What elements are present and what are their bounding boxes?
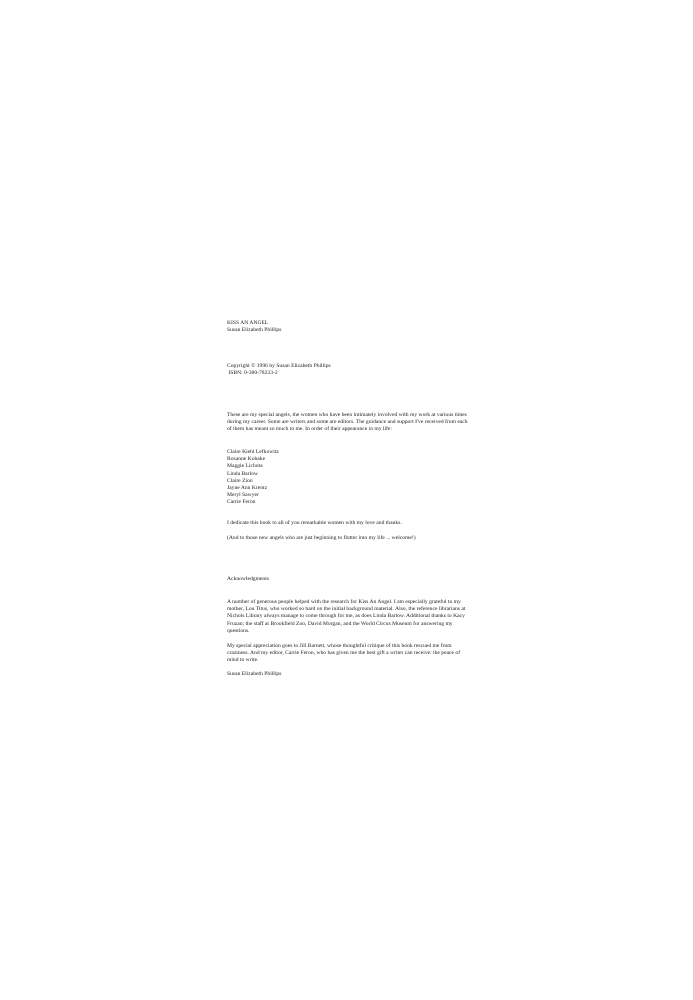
acknowledgments-text-2: My special appreciation goes to Jill Barnett, whose thoughtful critique of this book rescued me from craziness. And my editor, Carrie Feron, who has given me the best gift a writer can receive: the peace of mind to write. xyxy=(227,643,461,664)
signature-block xyxy=(227,671,477,678)
angel-name: Maggie Lichota xyxy=(227,463,263,470)
copyright-block xyxy=(227,363,477,377)
dedication-line-1 xyxy=(227,520,477,527)
angel-name: Rosanne Kohake xyxy=(227,456,266,463)
isbn-line: ISBN: 0-380-78233-2 xyxy=(227,370,278,377)
angel-name: Claire Zion xyxy=(227,477,253,484)
dedication-line-2 xyxy=(227,535,477,542)
acknowledgments-paragraph-1 xyxy=(227,599,467,635)
acknowledgments-text-1: A number of generous people helped with the research for Kiss An Angel. I am especially grateful to my mother, Lou Titus, who worked so hard on the initial background material. Also, the reference librarians at Nichols Library always manage to come through for me, as does Linda Barlow. Additional thanks to Kacy Fruzan; the staff at Brookfield Zoo, David Morgan, and the World Circus Museum for answering my questions. xyxy=(227,599,466,634)
angels-list xyxy=(227,449,477,507)
dedication-welcome-text: (And to those new angels who are just beginning to flutter into my life ... welcome!) xyxy=(227,535,416,541)
dedication-intro xyxy=(227,412,469,434)
acknowledgments-heading-block xyxy=(227,576,477,583)
book-title: KISS AN ANGEL xyxy=(227,320,269,326)
angel-name: Jayne Ann Krentz xyxy=(227,485,268,492)
signature: Susan Elizabeth Phillips xyxy=(227,671,282,677)
copyright-line: Copyright © 1996 by Susan Elizabeth Phillips xyxy=(227,363,331,369)
angel-name: Claire Kiehl Lefkowitz xyxy=(227,449,279,455)
angel-name: Meryl Sawyer xyxy=(227,492,259,499)
dedication-text: I dedicate this book to all of you remarkable women with my love and thanks. xyxy=(227,520,402,526)
angel-name: Carrie Feron xyxy=(227,499,256,506)
dedication-intro-text: These are my special angels, the women who have been intimately involved with my work at various times during my career. Some are writers and some are editors. The guidance and support I've received from each of them has meant so much to me. In order of their appearance in my life: xyxy=(227,412,468,433)
angel-name: Linda Barlow xyxy=(227,470,258,477)
book-author: Susan Elizabeth Phillips xyxy=(227,327,282,334)
acknowledgments-heading: Acknowledgments xyxy=(227,576,269,582)
acknowledgments-paragraph-2 xyxy=(227,643,467,665)
title-block xyxy=(227,320,477,334)
